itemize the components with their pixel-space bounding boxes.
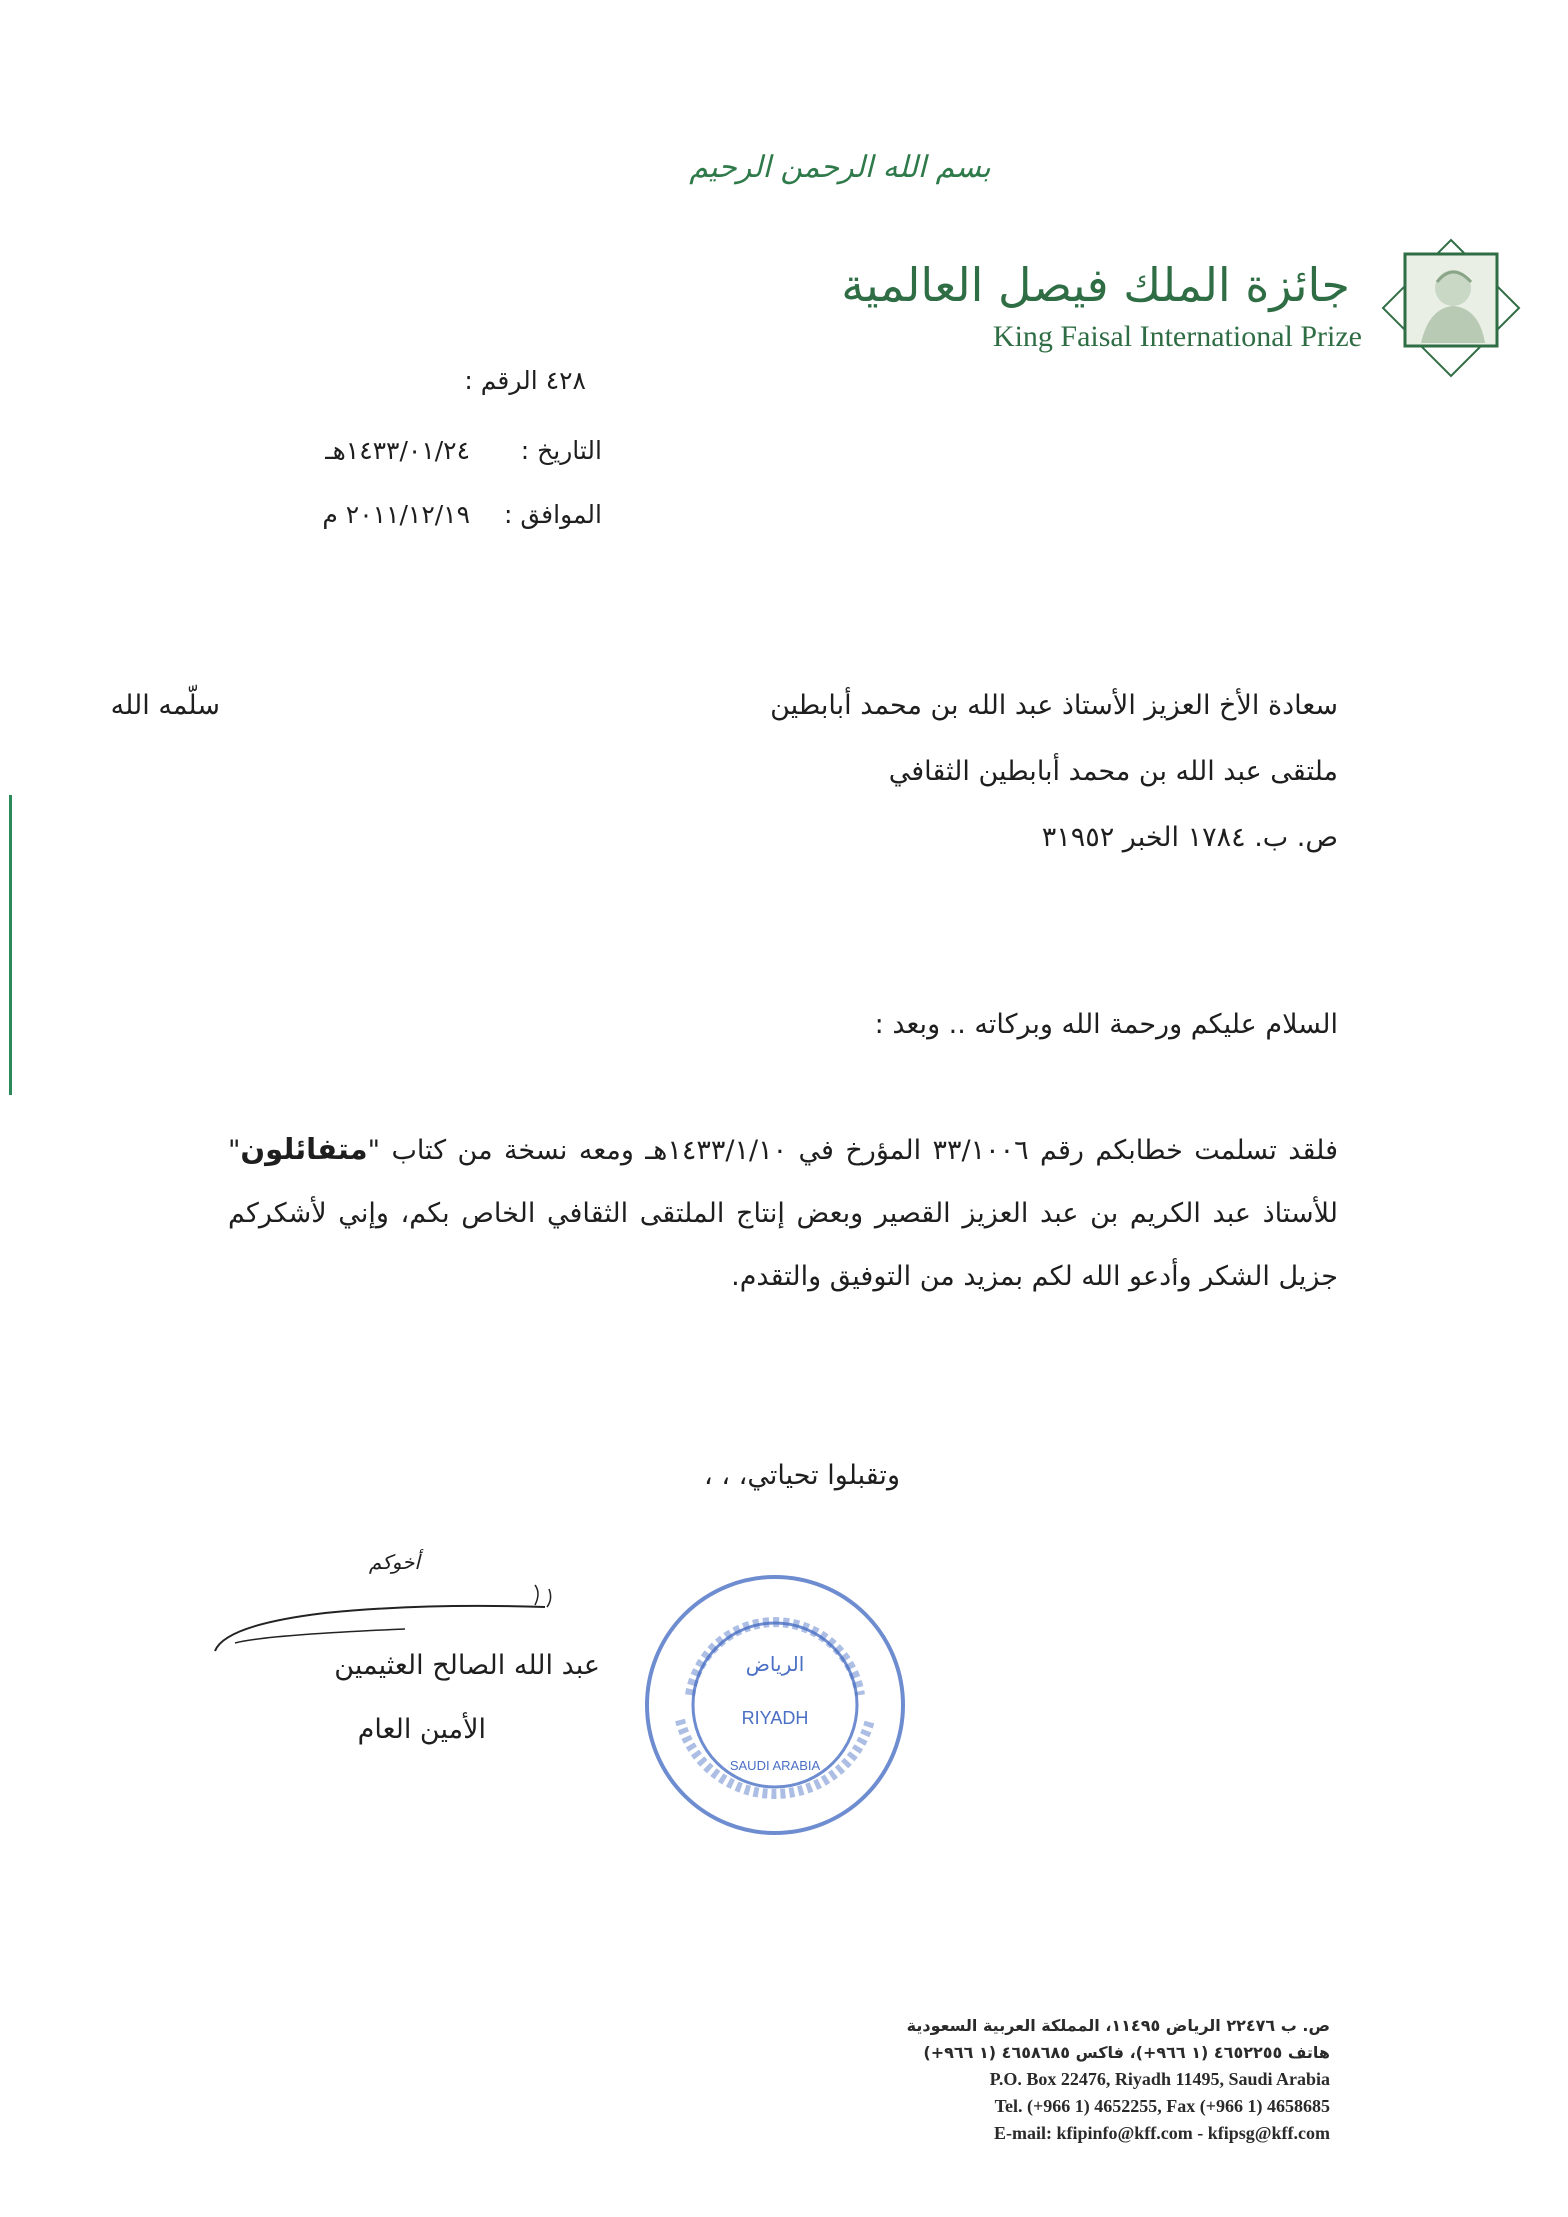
footer-phone-ar: هاتف ٤٦٥٢٢٥٥ (١ ٩٦٦+)، فاكس ٤٦٥٨٦٨٥ (١ ٩٦٦+): [923, 2043, 1330, 2062]
signatory-name: عبد الله الصالح العثيمين: [334, 1650, 600, 1681]
signature-brother: أخوكم: [368, 1550, 420, 1574]
stamp-city-ar: الرياض: [745, 1652, 805, 1676]
footer-phone-en: Tel. (+966 1) 4652255, Fax (+966 1) 4658685: [994, 2096, 1330, 2116]
signatory-title: الأمين العام: [357, 1714, 486, 1745]
letter-number: [422, 366, 602, 395]
footer-address-ar: ص. ب ٢٢٤٧٦ الرياض ١١٤٩٥، المملكة العربية السعودية: [906, 2016, 1330, 2035]
letter-corresponding-date: [322, 500, 602, 529]
letter-date-value: ١٤٣٣/٠١/٢٤هـ: [325, 436, 471, 465]
org-name-english: King Faisal International Prize: [992, 320, 1362, 353]
recipient-line-1: سعادة الأخ العزيز الأستاذ عبد الله بن محمد أبابطين: [770, 690, 1338, 721]
body-paragraph: [228, 1118, 1338, 1308]
letter-corresponding-value: ٢٠١١/١٢/١٩ م: [322, 500, 471, 529]
body-text-after-title: " للأستاذ عبد الكريم بن عبد العزيز القصير وبعض إنتاج الملتقى الثقافي الخاص بكم، وإني لأشكركم جزيل الشكر وأدعو الله لكم بمزيد من التوفيق والتقدم.: [228, 1135, 1338, 1292]
kfip-logo-icon: [1381, 238, 1521, 378]
closing: وتقبلوا تحياتي، ، ،: [704, 1460, 900, 1491]
greeting: السلام عليكم ورحمة الله وبركاته .. وبعد :: [874, 1009, 1338, 1040]
scan-edge-line: [9, 795, 12, 1095]
book-title: متفائلون: [240, 1132, 368, 1166]
stamp-country-en: SAUDI ARABIA: [729, 1758, 821, 1773]
footer-address-en: P.O. Box 22476, Riyadh 11495, Saudi Arabia: [989, 2069, 1330, 2089]
letter-number-value: ٤٢٨: [545, 366, 586, 395]
footer-email-en: E-mail: kfipinfo@kff.com - kfipsg@kff.com: [994, 2123, 1330, 2143]
stamp-city-en: RIYADH: [741, 1708, 809, 1728]
body-text-before-title: فلقد تسلمت خطابكم رقم ٣٣/١٠٠٦ المؤرخ في ١٤٣٣/١/١٠هـ ومعه نسخة من كتاب ": [367, 1135, 1338, 1166]
recipient-line-2: ملتقى عبد الله بن محمد أبابطين الثقافي: [888, 756, 1338, 787]
letter-corresponding-label: الموافق :: [503, 500, 602, 529]
footer: [830, 2012, 1330, 2147]
letter-number-label: الرقم :: [464, 366, 538, 395]
bismillah: بسم الله الرحمن الرحيم: [689, 150, 991, 185]
official-stamp-icon: [640, 1570, 910, 1840]
org-name-arabic: جائزة الملك فيصل العالمية: [841, 258, 1350, 312]
letter-date-label: التاريخ :: [520, 436, 602, 465]
letter-date: [325, 436, 602, 465]
recipient-salutation: سلّمه الله: [110, 690, 220, 721]
recipient-line-3: ص. ب. ١٧٨٤ الخبر ٣١٩٥٢: [1041, 822, 1338, 853]
